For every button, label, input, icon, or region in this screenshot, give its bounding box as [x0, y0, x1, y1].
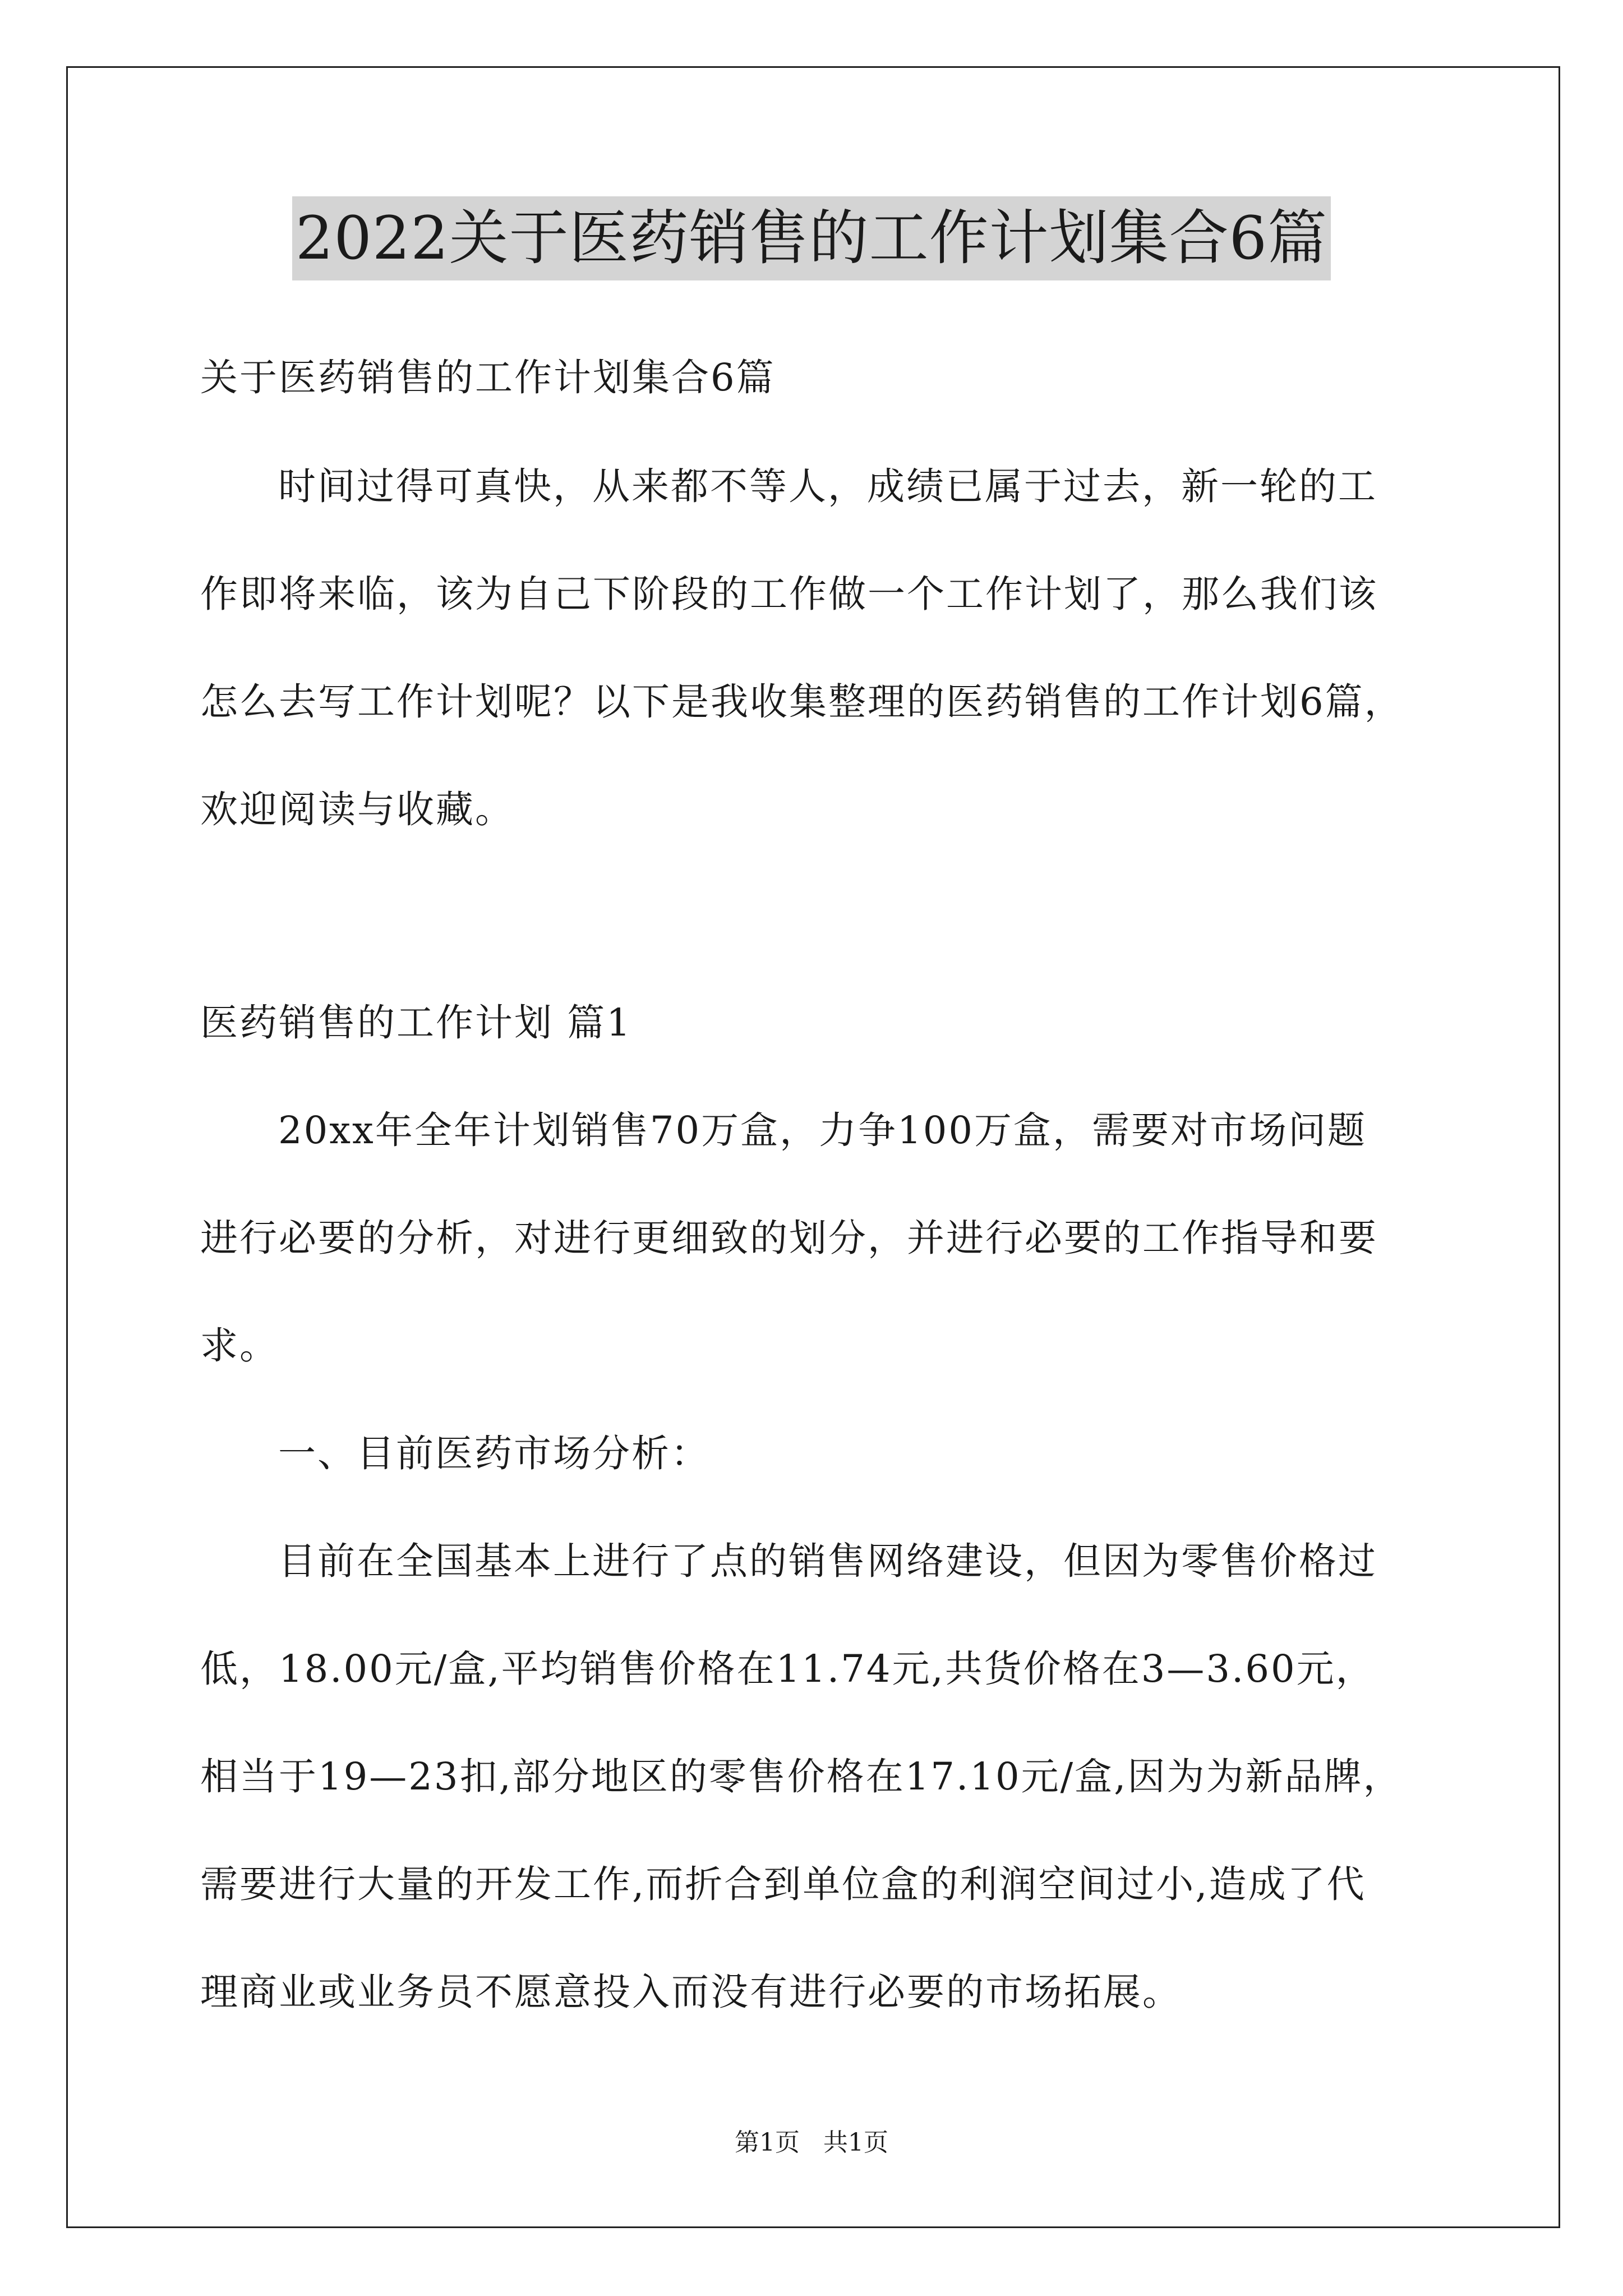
- subsection-heading: 一、目前医药市场分析：: [278, 1432, 710, 1475]
- paragraph-line: 目前在全国基本上进行了点的销售网络建设，但因为零售价格过: [278, 1539, 1377, 1583]
- paragraph-line: 低，18.00元/盒,平均销售价格在11.74元,共货价格在3—3.60元，: [200, 1647, 1375, 1691]
- paragraph-line: 20xx年全年计划销售70万盒，力争100万盒，需要对市场问题: [278, 1108, 1367, 1152]
- paragraph-line: 求。: [200, 1324, 279, 1368]
- title-container: [0, 196, 1623, 280]
- paragraph-line: 相当于19—23扣,部分地区的零售价格在17.10元/盒,因为为新品牌，: [200, 1755, 1403, 1798]
- paragraph-line: 欢迎阅读与收藏。: [200, 788, 514, 831]
- page-footer: 第1页 共1页: [735, 2128, 888, 2157]
- subtitle-line: 关于医药销售的工作计划集合6篇: [200, 356, 776, 399]
- paragraph-line: 作即将来临，该为自己下阶段的工作做一个工作计划了，那么我们该: [200, 572, 1378, 616]
- paragraph-line: 需要进行大量的开发工作,而折合到单位盒的利润空间过小,造成了代: [200, 1862, 1366, 1906]
- paragraph-line: 怎么去写工作计划呢？以下是我收集整理的医药销售的工作计划6篇，: [200, 680, 1404, 724]
- section-heading: 医药销售的工作计划 篇1: [200, 1001, 632, 1045]
- document-title: 2022关于医药销售的工作计划集合6篇: [292, 196, 1331, 280]
- paragraph-line: 进行必要的分析，对进行更细致的划分，并进行必要的工作指导和要: [200, 1216, 1378, 1260]
- paragraph-line: 理商业或业务员不愿意投入而没有进行必要的市场拓展。: [200, 1970, 1182, 2014]
- paragraph-line: 时间过得可真快，从来都不等人，成绩已属于过去，新一轮的工: [278, 464, 1377, 508]
